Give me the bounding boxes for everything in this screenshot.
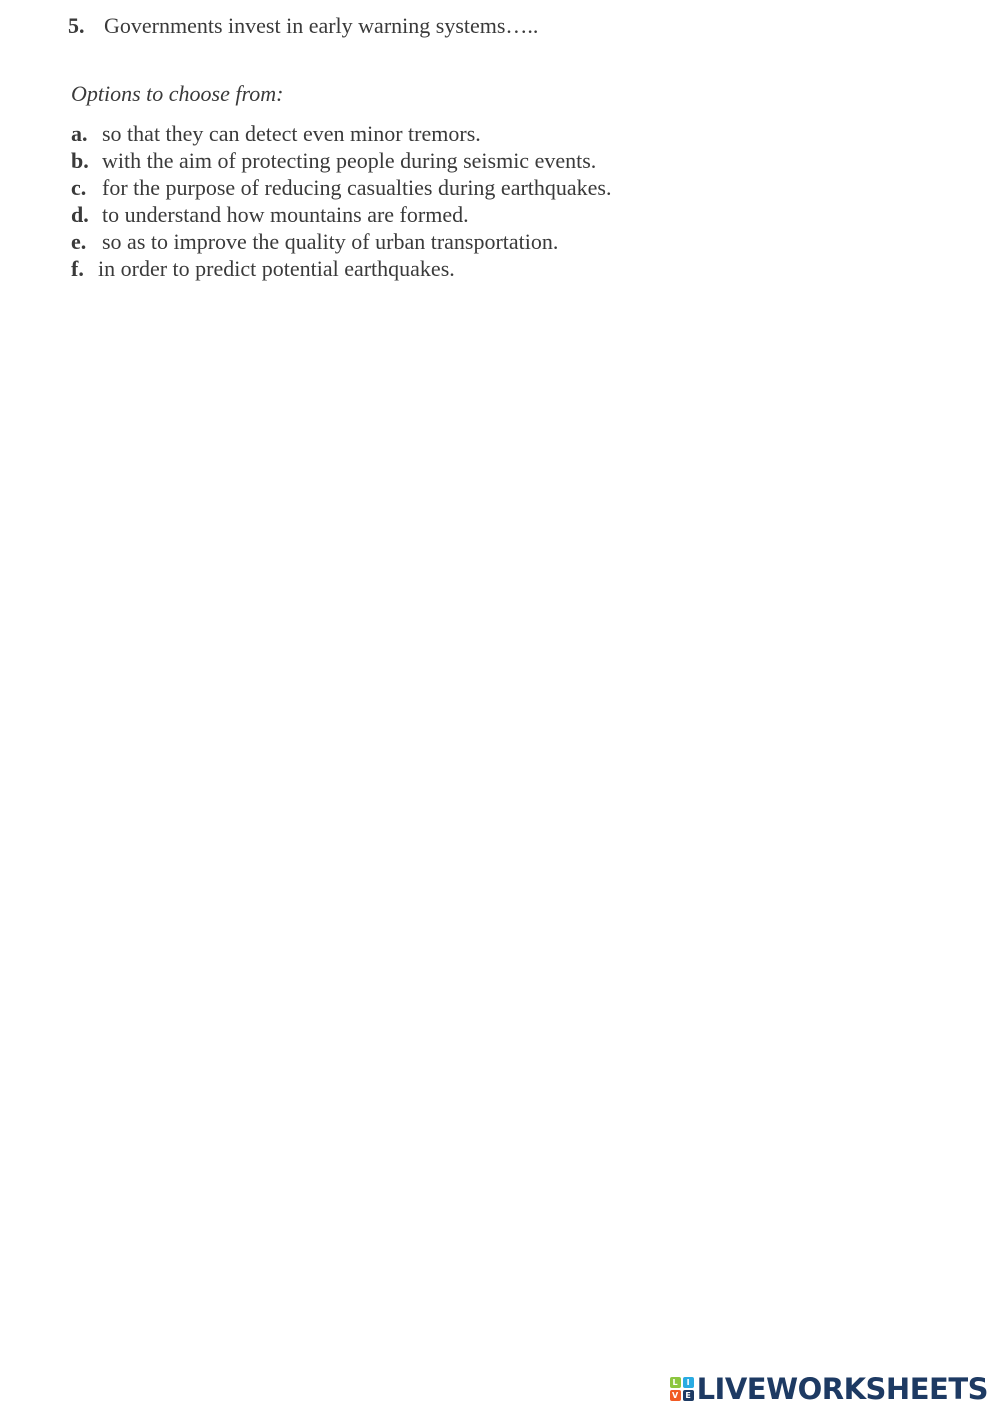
- option-text: for the purpose of reducing casualties during earthquakes.: [102, 175, 612, 200]
- option-f: [71, 255, 612, 282]
- logo-tile: I: [683, 1377, 694, 1388]
- option-letter: e.: [71, 229, 87, 254]
- question-text: Governments invest in early warning systems…..: [104, 13, 539, 38]
- option-b: [71, 147, 612, 174]
- logo-tile: V: [670, 1390, 681, 1401]
- option-text: to understand how mountains are formed.: [102, 202, 469, 227]
- question-number: 5.: [68, 13, 85, 38]
- option-text: in order to predict potential earthquakes.: [98, 256, 455, 281]
- liveworksheets-logo-icon: [670, 1377, 694, 1401]
- option-letter: f.: [71, 256, 84, 281]
- option-text: so that they can detect even minor tremors.: [102, 121, 481, 146]
- question: [68, 12, 538, 40]
- options-list: [71, 120, 612, 282]
- option-text: with the aim of protecting people during seismic events.: [102, 148, 597, 173]
- logo-tile: L: [670, 1377, 681, 1388]
- option-a: [71, 120, 612, 147]
- liveworksheets-logo: [670, 1372, 988, 1406]
- liveworksheets-logo-text: LIVEWORKSHEETS: [696, 1372, 988, 1406]
- option-d: [71, 201, 612, 228]
- option-letter: c.: [71, 175, 87, 200]
- options-heading: Options to choose from:: [71, 81, 284, 106]
- logo-tile: E: [683, 1390, 694, 1401]
- option-letter: a.: [71, 121, 88, 146]
- option-letter: d.: [71, 202, 89, 227]
- option-c: [71, 174, 612, 201]
- option-text: so as to improve the quality of urban transportation.: [102, 229, 559, 254]
- option-e: [71, 228, 612, 255]
- option-letter: b.: [71, 148, 89, 173]
